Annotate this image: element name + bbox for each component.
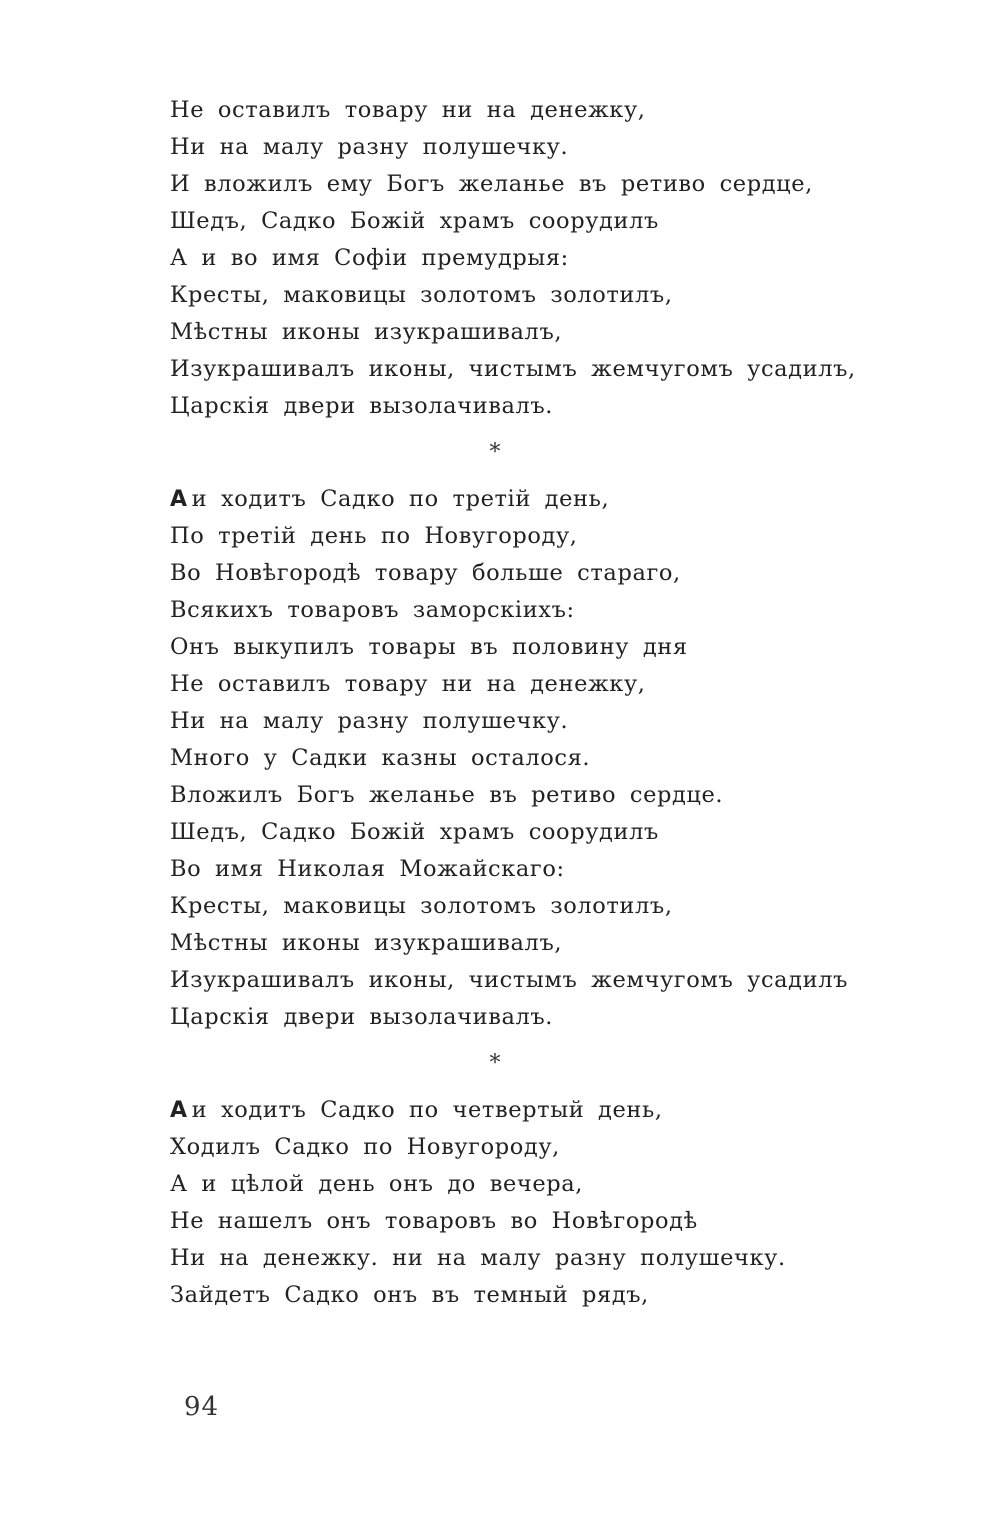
verse-line: Шедъ, Садко Божій храмъ соорудилъ [170,819,659,845]
stanza-2 [170,481,890,1036]
verse-line: И вложилъ ему Богъ желанье въ ретиво сердце, [170,171,813,197]
verse-line: А и во имя Софіи премудрыя: [170,245,569,271]
verse-line: Во Новѣгородѣ товару больше стараго, [170,560,681,586]
verse-line: Царскія двери вызолачивалъ. [170,1004,554,1030]
verse-line: Много у Садки казны осталося. [170,745,591,771]
verse-line: Не нашелъ онъ товаровъ во Новѣгородѣ [170,1208,698,1234]
verse-line: Не оставилъ товару ни на денежку, [170,671,646,697]
verse-line: Зайдетъ Садко онъ въ темный рядъ, [170,1282,649,1308]
verse-line: Онъ выкупилъ товары въ половину дня [170,634,688,660]
verse-line: Мѣстны иконы изукрашивалъ, [170,319,563,345]
stanza-divider-asterisk: * [489,1051,501,1076]
verse-line: Всякихъ товаровъ заморскіихъ: [170,597,575,623]
verse-line: Ни на малу разну полушечку. [170,708,569,734]
verse-line: Ходилъ Садко по Новугороду, [170,1134,560,1160]
verse-line-first [170,1092,890,1129]
page-number: 94 [184,1392,220,1422]
stanza-divider-asterisk: * [489,440,501,465]
verse-line: Изукрашивалъ иконы, чистымъ жемчугомъ усадилъ, [170,356,856,382]
stanza-3 [170,1092,890,1314]
verse-line-first [170,481,890,518]
poem-text [170,92,890,1314]
verse-line: Царскія двери вызолачивалъ. [170,393,554,419]
initial-letter: А [170,1098,188,1123]
verse-line-rest: и ходитъ Садко по третій день, [191,486,610,512]
verse-line: Ни на денежку. ни на малу разну полушечку. [170,1245,786,1271]
verse-line: По третій день по Новугороду, [170,523,578,549]
verse-line: Кресты, маковицы золотомъ золотилъ, [170,282,673,308]
verse-line: Не оставилъ товару ни на денежку, [170,97,646,123]
verse-line: Мѣстны иконы изукрашивалъ, [170,930,563,956]
verse-line: Изукрашивалъ иконы, чистымъ жемчугомъ усадилъ [170,967,849,993]
verse-line: Кресты, маковицы золотомъ золотилъ, [170,893,673,919]
initial-letter: А [170,487,188,512]
verse-line: Ни на малу разну полушечку. [170,134,569,160]
stanza-1 [170,92,890,425]
verse-line: А и цѣлой день онъ до вечера, [170,1171,584,1197]
verse-line: Во имя Николая Можайскаго: [170,856,565,882]
verse-line-rest: и ходитъ Садко по четвертый день, [191,1097,663,1123]
verse-line: Шедъ, Садко Божій храмъ соорудилъ [170,208,659,234]
verse-line: Вложилъ Богъ желанье въ ретиво сердце. [170,782,724,808]
